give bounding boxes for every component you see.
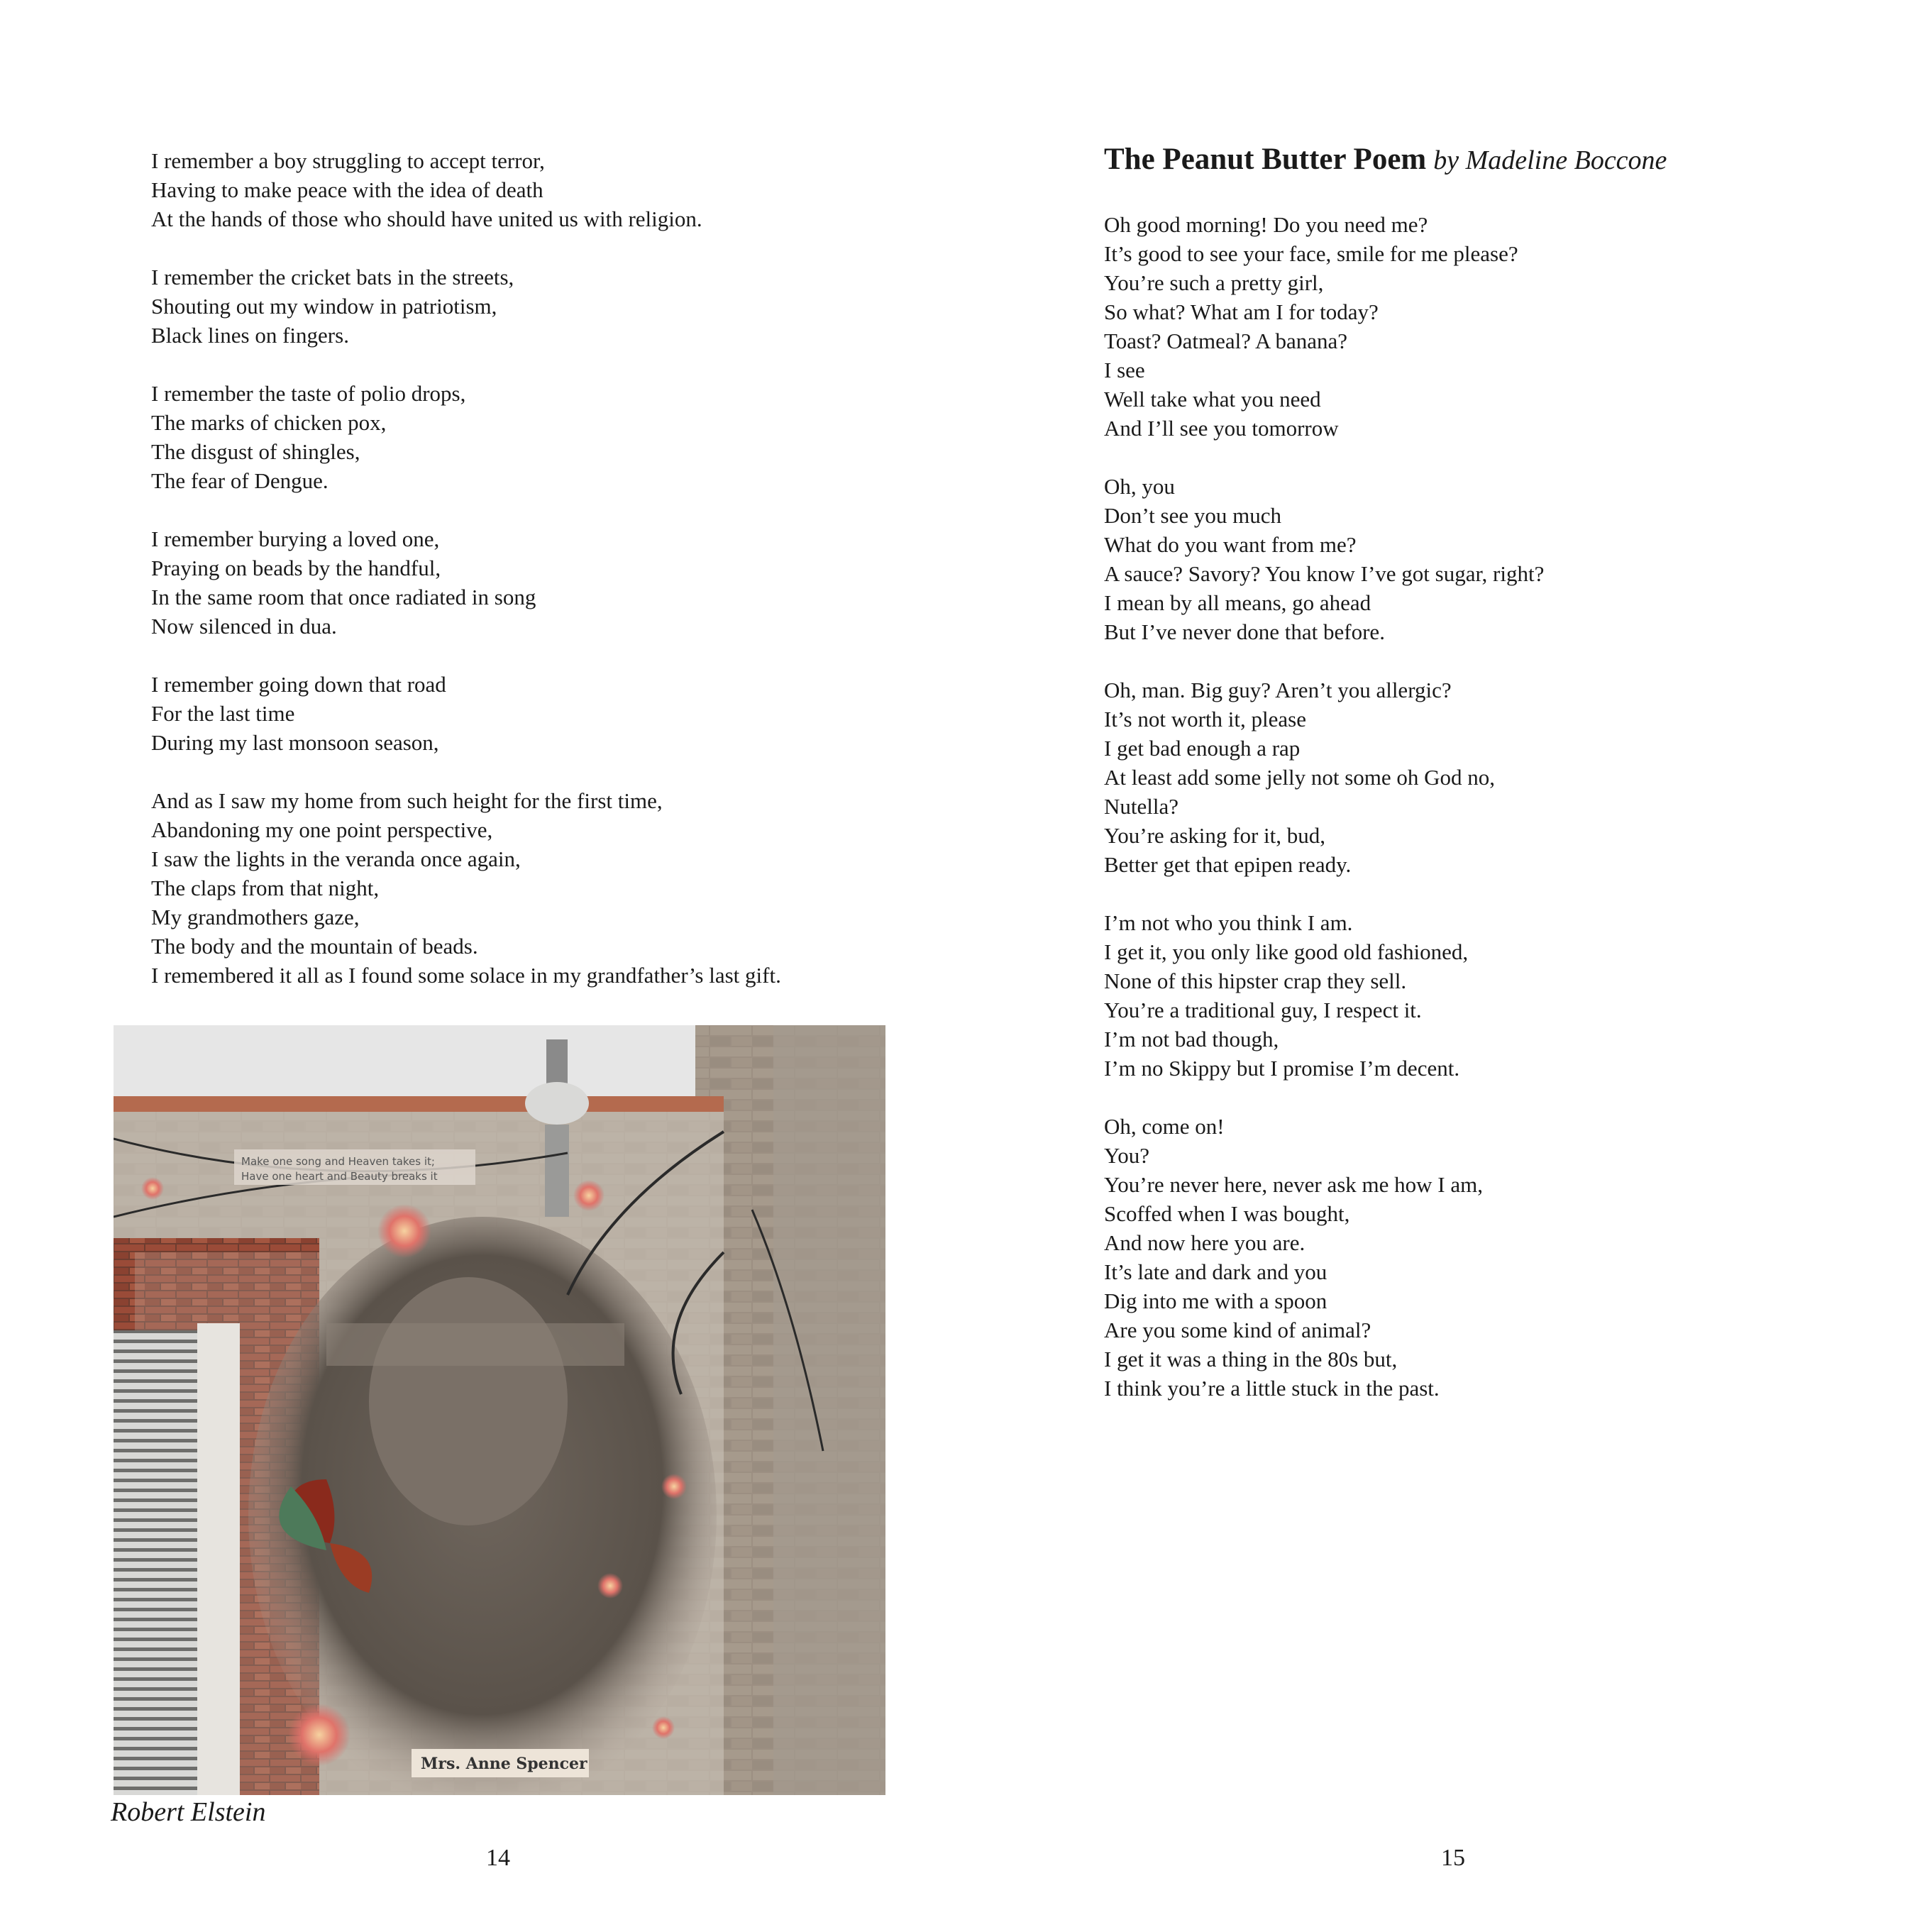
poem-line: Don’t see you much [1104, 503, 1281, 528]
stanza [1104, 908, 1544, 1083]
poem-line: I remember going down that road [151, 672, 446, 697]
poem-line: I remember a boy struggling to accept terror, [151, 148, 545, 173]
poem-line: Scoffed when I was bought, [1104, 1201, 1350, 1226]
poem-line: My grandmothers gaze, [151, 905, 360, 929]
poem-line: For the last time [151, 701, 295, 726]
poem-line: Having to make peace with the idea of death [151, 177, 543, 202]
wall-quote-line2: Have one heart and Beauty breaks it [241, 1170, 438, 1183]
poem-line: You? [1104, 1143, 1150, 1168]
poem-line: And now here you are. [1104, 1230, 1306, 1255]
poem-line: Dig into me with a spoon [1104, 1288, 1327, 1313]
poem-line: Nutella? [1104, 794, 1179, 819]
poem-line: I get it, you only like good old fashioned, [1104, 939, 1469, 964]
poem-line: Black lines on fingers. [151, 323, 349, 348]
title-text: The Peanut Butter Poem [1104, 143, 1427, 176]
poem-line: The body and the mountain of beads. [151, 934, 478, 959]
stanza [1104, 1112, 1544, 1403]
poem-line: Abandoning my one point perspective, [151, 817, 493, 842]
stanza [151, 379, 781, 495]
poem-line: Oh, man. Big guy? Aren’t you allergic? [1104, 678, 1452, 702]
poem-line: You’re asking for it, bud, [1104, 823, 1325, 848]
stanza [151, 146, 781, 233]
poem-title [1104, 142, 1667, 177]
poem-line: In the same room that once radiated in song [151, 585, 536, 609]
poem-line: Shouting out my window in patriotism, [151, 294, 497, 319]
poem-line: So what? What am I for today? [1104, 299, 1379, 324]
stanza [151, 786, 781, 990]
poem-line: What do you want from me? [1104, 532, 1357, 557]
poem-line: But I’ve never done that before. [1104, 619, 1385, 644]
poem-line: Are you some kind of animal? [1104, 1318, 1371, 1342]
poem-line: You’re never here, never ask me how I am, [1104, 1172, 1483, 1197]
stanza [151, 263, 781, 350]
poem-line: I remembered it all as I found some solace in my grandfather’s last gift. [151, 963, 781, 988]
poem-line: And as I saw my home from such height for the first time, [151, 788, 663, 813]
poem-line: During my last monsoon season, [151, 730, 439, 755]
stanza [1104, 675, 1544, 879]
wall-quote-line1: Make one song and Heaven takes it; [241, 1155, 435, 1168]
poem-line: I’m not who you think I am. [1104, 910, 1353, 935]
page-number: 15 [1441, 1845, 1465, 1871]
poem-line: It’s not worth it, please [1104, 707, 1306, 732]
poem-line: You’re a traditional guy, I respect it. [1104, 998, 1422, 1022]
stanza [1104, 472, 1544, 646]
mural-illustration [114, 1025, 885, 1795]
poem-line: Toast? Oatmeal? A banana? [1104, 329, 1347, 353]
poem-line: The disgust of shingles, [151, 439, 360, 464]
left-poem [151, 146, 781, 1019]
poem-line: And I’ll see you tomorrow [1104, 416, 1339, 441]
name-plate: Mrs. Anne Spencer [421, 1755, 587, 1773]
poem-line: I get bad enough a rap [1104, 736, 1301, 761]
poem-line: It’s late and dark and you [1104, 1259, 1327, 1284]
poem-line: Oh, come on! [1104, 1114, 1225, 1139]
poem-line: I think you’re a little stuck in the past. [1104, 1376, 1440, 1401]
poem-line: Now silenced in dua. [151, 614, 337, 639]
poem-line: The fear of Dengue. [151, 468, 329, 493]
poem-line: Well take what you need [1104, 387, 1321, 412]
stanza [1104, 210, 1544, 443]
poem-line: None of this hipster crap they sell. [1104, 968, 1407, 993]
poem-line: At the hands of those who should have united us with religion. [151, 206, 702, 231]
poem-line: The claps from that night, [151, 876, 380, 900]
poem-line: I’m not bad though, [1104, 1027, 1279, 1051]
poem-line: At least add some jelly not some oh God no, [1104, 765, 1496, 790]
poem-line: I remember the cricket bats in the streets, [151, 265, 514, 289]
page-number: 14 [486, 1845, 510, 1871]
poem-line: I saw the lights in the veranda once again, [151, 846, 521, 871]
right-page [966, 0, 1931, 1932]
poem-line: I see [1104, 358, 1145, 382]
right-poem [1104, 210, 1544, 1432]
byline: by Madeline Boccone [1433, 145, 1667, 175]
stanza [151, 670, 781, 757]
poem-line: I remember burying a loved one, [151, 526, 440, 551]
poem-line: I’m no Skippy but I promise I’m decent. [1104, 1056, 1460, 1081]
poem-line: It’s good to see your face, smile for me please? [1104, 241, 1518, 266]
stanza [151, 524, 781, 641]
mural-photo [114, 1025, 885, 1795]
poem-line: The marks of chicken pox, [151, 410, 387, 435]
poem-line: Oh good morning! Do you need me? [1104, 212, 1428, 237]
poem-line: A sauce? Savory? You know I’ve got sugar, right? [1104, 561, 1545, 586]
poem-line: You’re such a pretty girl, [1104, 270, 1324, 295]
poem-line: Praying on beads by the handful, [151, 556, 441, 580]
poem-line: Oh, you [1104, 474, 1175, 499]
poem-line: I get it was a thing in the 80s but, [1104, 1347, 1398, 1371]
poem-line: I remember the taste of polio drops, [151, 381, 466, 406]
poem-line: Better get that epipen ready. [1104, 852, 1352, 877]
poem-line: I mean by all means, go ahead [1104, 590, 1371, 615]
photo-caption: Robert Elstein [111, 1797, 266, 1827]
